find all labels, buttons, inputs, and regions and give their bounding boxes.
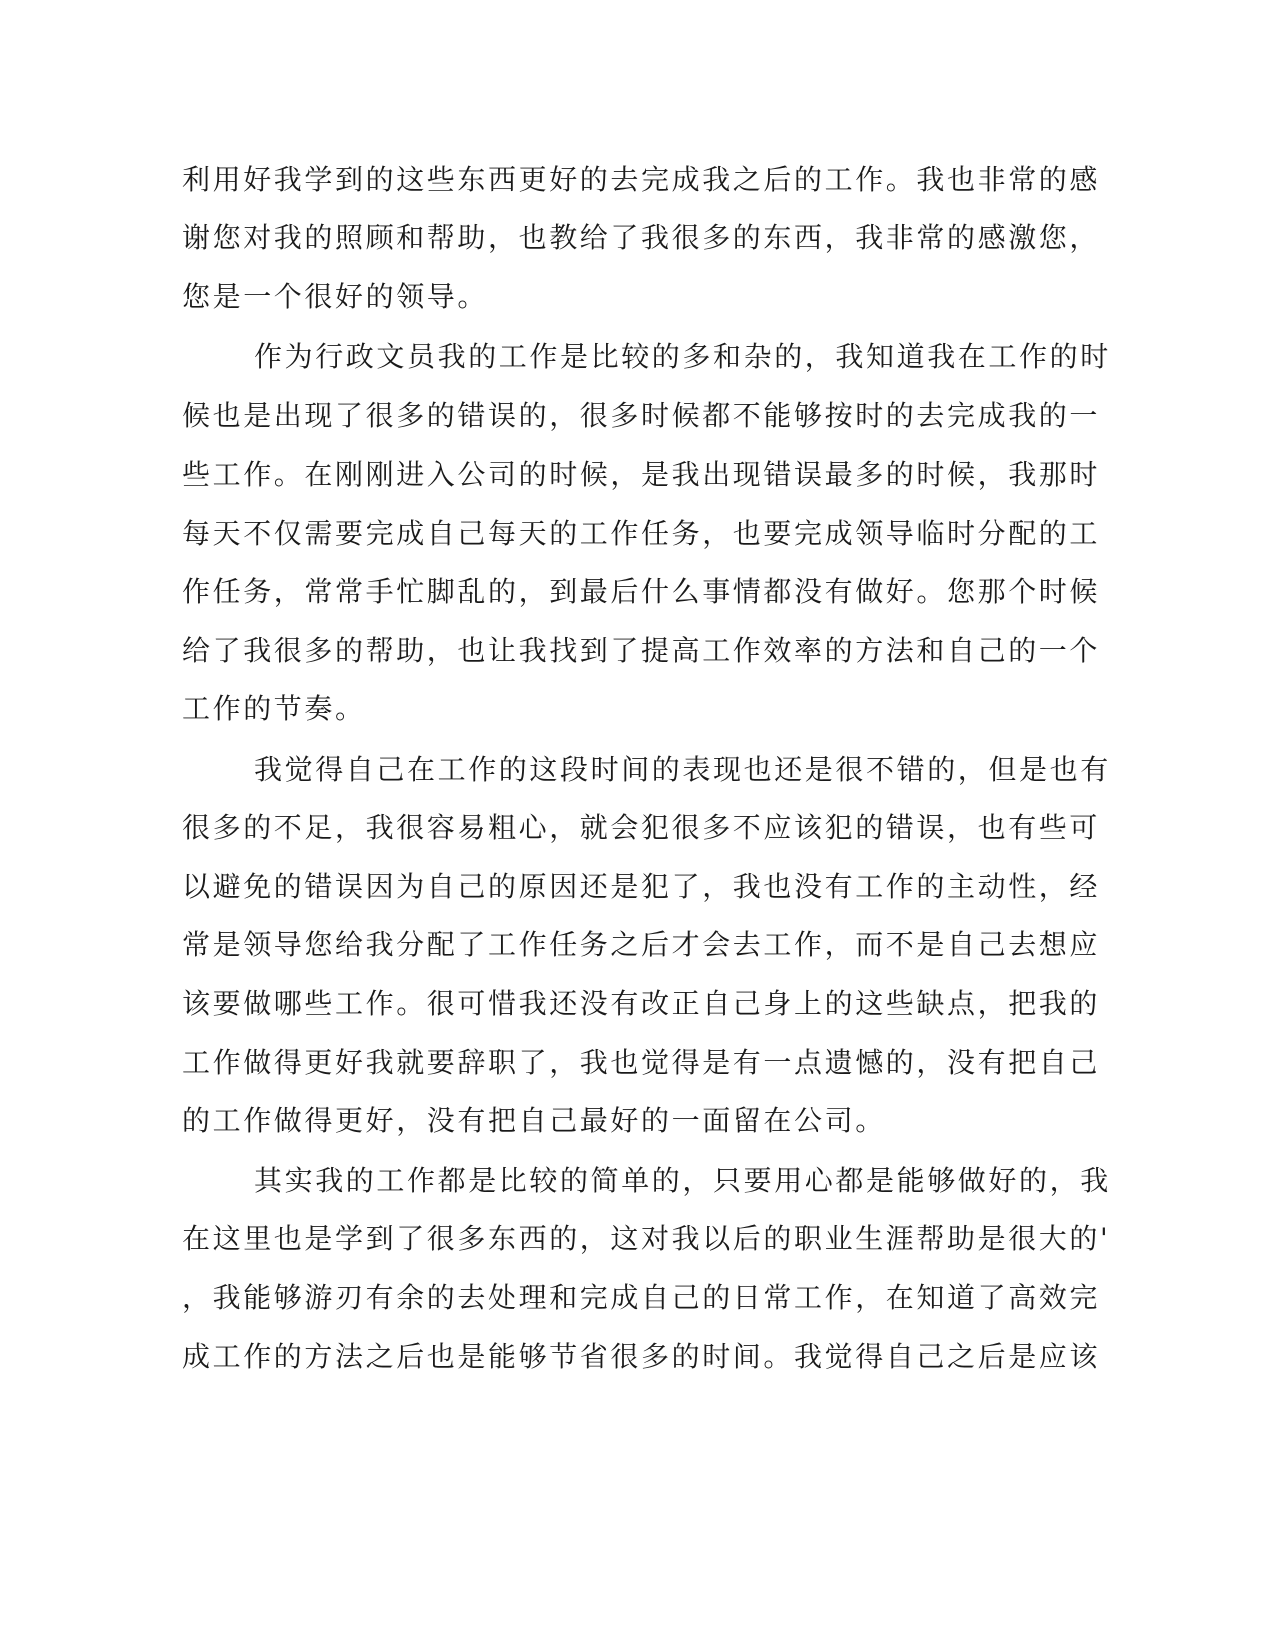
text-line: 给了我很多的帮助，也让我找到了提高工作效率的方法和自己的一个	[182, 634, 1101, 667]
text-line: 作任务，常常手忙脚乱的，到最后什么事情都没有做好。您那个时候	[182, 575, 1101, 608]
text-line: 候也是出现了很多的错误的，很多时候都不能够按时的去完成我的一	[182, 399, 1101, 432]
text-line: 成工作的方法之后也是能够节省很多的时间。我觉得自己之后是应该	[182, 1340, 1101, 1373]
text-line: 的工作做得更好，没有把自己最好的一面留在公司。	[182, 1104, 886, 1137]
paragraph-first-line: 我觉得自己在工作的这段时间的表现也还是很不错的，但是也有	[254, 753, 1111, 786]
text-line: 常是领导您给我分配了工作任务之后才会去工作，而不是自己去想应	[182, 928, 1101, 961]
paragraph-first-line: 其实我的工作都是比较的简单的，只要用心都是能够做好的，我	[254, 1164, 1111, 1197]
text-line: ，我能够游刃有余的去处理和完成自己的日常工作，在知道了高效完	[182, 1281, 1101, 1314]
paragraph-first-line: 作为行政文员我的工作是比较的多和杂的，我知道我在工作的时	[254, 340, 1111, 373]
text-line: 在这里也是学到了很多东西的，这对我以后的职业生涯帮助是很大的'	[182, 1222, 1111, 1255]
text-line: 该要做哪些工作。很可惜我还没有改正自己身上的这些缺点，把我的	[182, 987, 1101, 1020]
text-line: 很多的不足，我很容易粗心，就会犯很多不应该犯的错误，也有些可	[182, 811, 1101, 844]
text-line: 利用好我学到的这些东西更好的去完成我之后的工作。我也非常的感	[182, 163, 1101, 196]
text-line: 每天不仅需要完成自己每天的工作任务，也要完成领导临时分配的工	[182, 517, 1101, 550]
text-line: 您是一个很好的领导。	[182, 280, 489, 313]
text-line: 以避免的错误因为自己的原因还是犯了，我也没有工作的主动性，经	[182, 870, 1101, 903]
text-line: 工作做得更好我就要辞职了，我也觉得是有一点遗憾的，没有把自己	[182, 1046, 1101, 1079]
text-line: 些工作。在刚刚进入公司的时候，是我出现错误最多的时候，我那时	[182, 458, 1101, 491]
text-line: 工作的节奏。	[182, 692, 366, 725]
text-line: 谢您对我的照顾和帮助，也教给了我很多的东西，我非常的感激您，	[182, 221, 1101, 254]
